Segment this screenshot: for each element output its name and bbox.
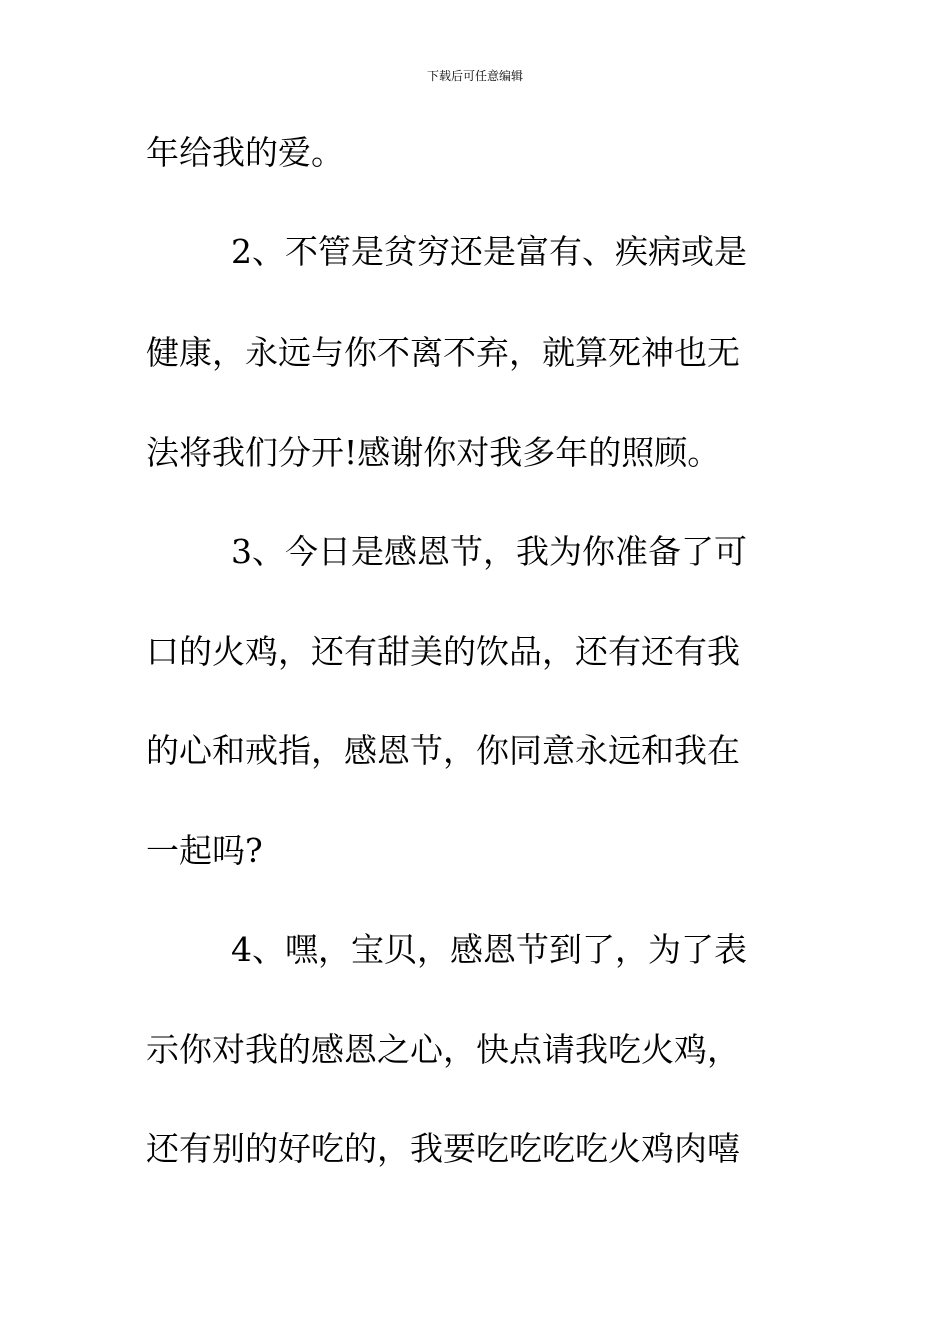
text-line: 健康，永远与你不离不弃，就算死神也无: [146, 333, 740, 372]
paragraph-2-start: 2、不管是贫穷还是富有、疾病或是: [231, 232, 747, 271]
text-line: 还有别的好吃的，我要吃吃吃吃火鸡肉嘻: [146, 1129, 740, 1168]
paragraph-4-start: 4、嘿，宝贝，感恩节到了，为了表: [231, 930, 747, 969]
text-line: 一起吗?: [146, 831, 263, 870]
text-line: 示你对我的感恩之心，快点请我吃火鸡，: [146, 1030, 740, 1069]
text-line: 口的火鸡，还有甜美的饮品，还有还有我: [146, 632, 740, 671]
page-header: 下载后可任意编辑: [426, 69, 523, 83]
text-line: 年给我的爱。: [146, 133, 344, 172]
text-line: 的心和戒指，感恩节，你同意永远和我在: [146, 731, 740, 770]
text-line: 法将我们分开!感谢你对我多年的照顾。: [146, 433, 721, 472]
paragraph-3-start: 3、今日是感恩节，我为你准备了可: [231, 532, 747, 571]
